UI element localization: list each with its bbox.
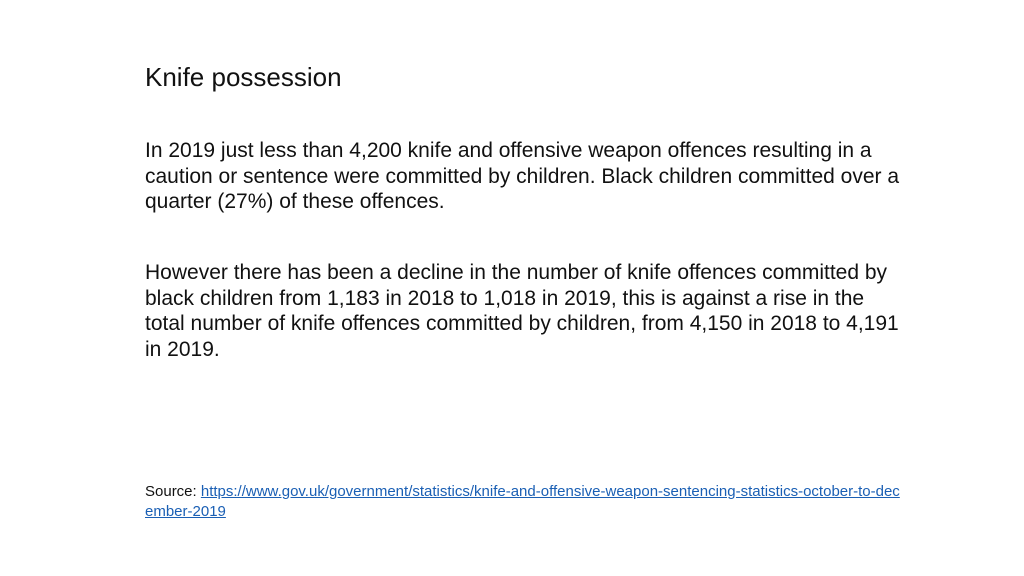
slide-title: Knife possession xyxy=(145,62,342,92)
paragraph-knife-offences-2019: In 2019 just less than 4,200 knife and offensive weapon offences resulting in a caution or sentence were committed by children. Black children committed over a quarter (27%) of these offences. xyxy=(145,139,900,213)
source-link[interactable]: https://www.gov.uk/government/statistics/knife-and-offensive-weapon-sentencing-statistics-october-to-december-2019 xyxy=(145,483,900,520)
source-label: Source: xyxy=(145,483,201,500)
source-citation xyxy=(145,482,905,522)
paragraph-decline-black-children: However there has been a decline in the number of knife offences committed by black children from 1,183 in 2018 to 1,018 in 2019, this is against a rise in the total number of knife offences committed by children, from 4,150 in 2018 to 4,191 in 2019. xyxy=(145,261,899,361)
